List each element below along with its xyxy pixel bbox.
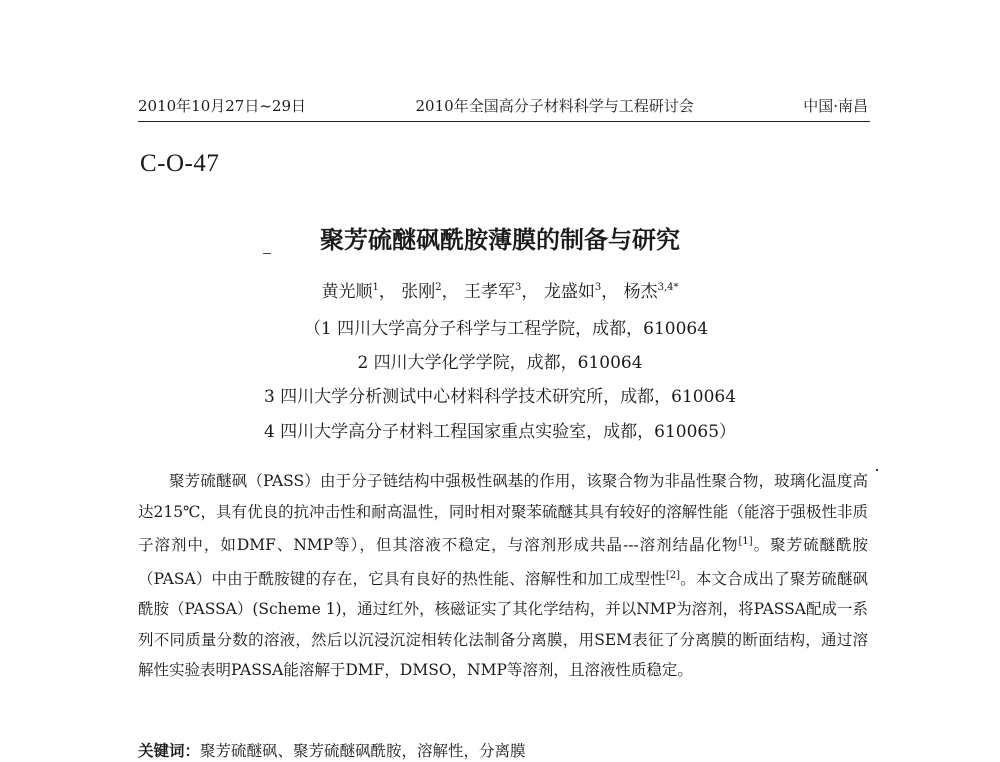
author: 张刚$^2$， [401,282,459,302]
paper-title: 聚芳硫醚砜酰胺薄膜的制备与研究 [320,226,680,254]
author-list [0,276,1000,304]
abstract-text: 。本文合成出了聚芳硫醚砜酰胺（PASSA）(Scheme 1)，通过红外，核磁证实了其化学结构，并以NMP为溶剂，将PASSA配成一系列不同质量分数的溶液，然后以沉浸沉淀相转化法制备分离膜，用SEM表征了分离膜的断面结构，通过溶解性实验表明PASSA能溶解于DMF，DMSO，NMP等溶剂，且溶液性质稳定。 [138,569,868,680]
abstract-text: 。聚芳硫醚酰胺（PASA）中由于酰胺键的存在，它具有良好的热性能、溶解性和加工成型性 [138,536,868,588]
header-conference: 2010年全国高分子材料科学与工程研讨会 [415,97,694,115]
keywords-label: 关键词： [138,742,201,760]
abstract-paragraph [138,466,868,686]
citation-ref: [1] [738,536,753,547]
header-location: 中国·南昌 [803,97,868,115]
header-rule [138,121,870,122]
abstract-text: 聚芳硫醚砜（PASS）由于分子链结构中强极性砜基的作用，该聚合物为非晶性聚合物，玻璃化温度高达215℃，具有优良的抗冲击性和耐高温性，同时相对聚苯硫醚其具有较好的溶解性能（能溶于强极性非质子溶剂中，如DMF、NMP等），但其溶液不稳定，与溶剂形成共晶---溶剂结晶化物 [138,472,868,555]
affiliation-4: 4 四川大学高分子材料工程国家重点实验室，成都，610065） [263,422,737,442]
author: 王孝军$^3$， [464,282,539,302]
author: 龙盛如$^3$， [543,282,619,302]
stray-mark [876,469,878,471]
affiliation-2: 2 四川大学化学学院，成都，610064 [357,353,643,373]
author: 黄光顺$^1$， [321,282,396,302]
stray-mark [263,253,271,254]
keywords-line [138,740,868,762]
paper-id: C-O-47 [140,150,220,177]
running-header [138,96,868,116]
author: 杨杰$^{3,4*}$ [623,282,679,302]
affiliation-1: （1 四川大学高分子科学与工程学院，成都，610064 [303,319,709,339]
affiliation-3: 3 四川大学分析测试中心材料科学技术研究所，成都，610064 [263,387,737,407]
header-date: 2010年10月27日~29日 [138,97,307,115]
citation-ref: [2] [665,569,680,581]
keywords-text: 聚芳硫醚砜、聚芳硫醚砜酰胺，溶解性，分离膜 [200,742,526,760]
